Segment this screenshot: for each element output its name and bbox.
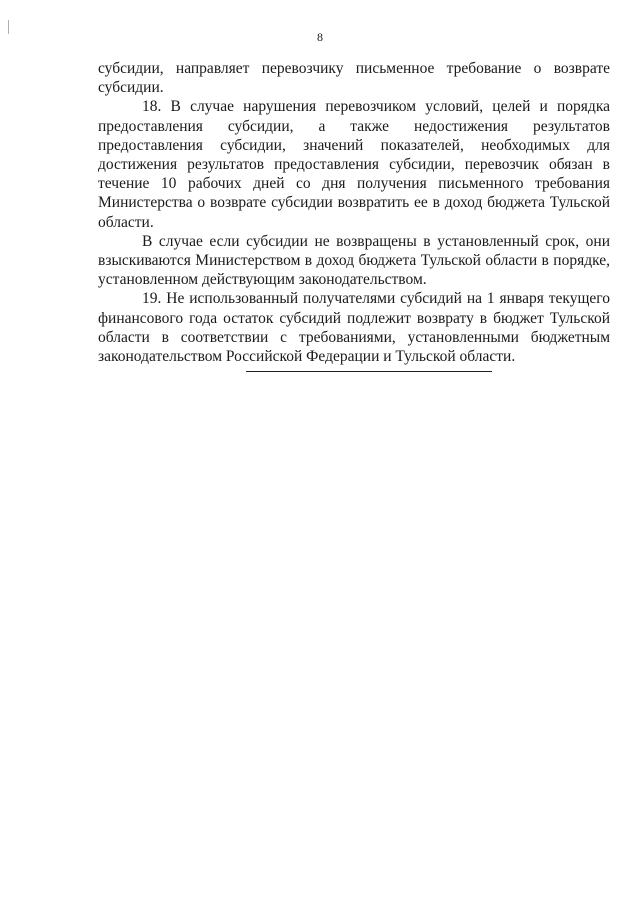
paragraph-item-19: 19. Не использованный получателями субсидий на 1 января текущего финансового года остаток субсидий подлежит возврату в бюджет Тульской области в соответствии с требованиями, установленными бюджетным законодательством Российской Федерации и Тульской области. xyxy=(98,290,610,366)
paragraph-item-18: 18. В случае нарушения перевозчиком условий, целей и порядка предоставления субсидии, а также недостижения результатов предоставления субсидии, значений показателей, необходимых для достижения результатов предоставления субсидии, перевозчик обязан в течение 10 рабочих дней со дня получения письменного требования Министерства о возврате субсидии возвратить ее в доход бюджета Тульской области. xyxy=(98,98,610,231)
paragraph-collection: В случае если субсидии не возвращены в установленный срок, они взыскиваются Министерством в доход бюджета Тульской области в порядке, установленном действующим законодательством. xyxy=(98,232,610,289)
end-of-document-rule xyxy=(246,371,492,372)
page-number: 8 xyxy=(317,30,323,44)
paragraph-continuation: субсидии, направляет перевозчику письменное требование о возврате субсидии. xyxy=(98,60,610,97)
document-body xyxy=(98,59,610,366)
